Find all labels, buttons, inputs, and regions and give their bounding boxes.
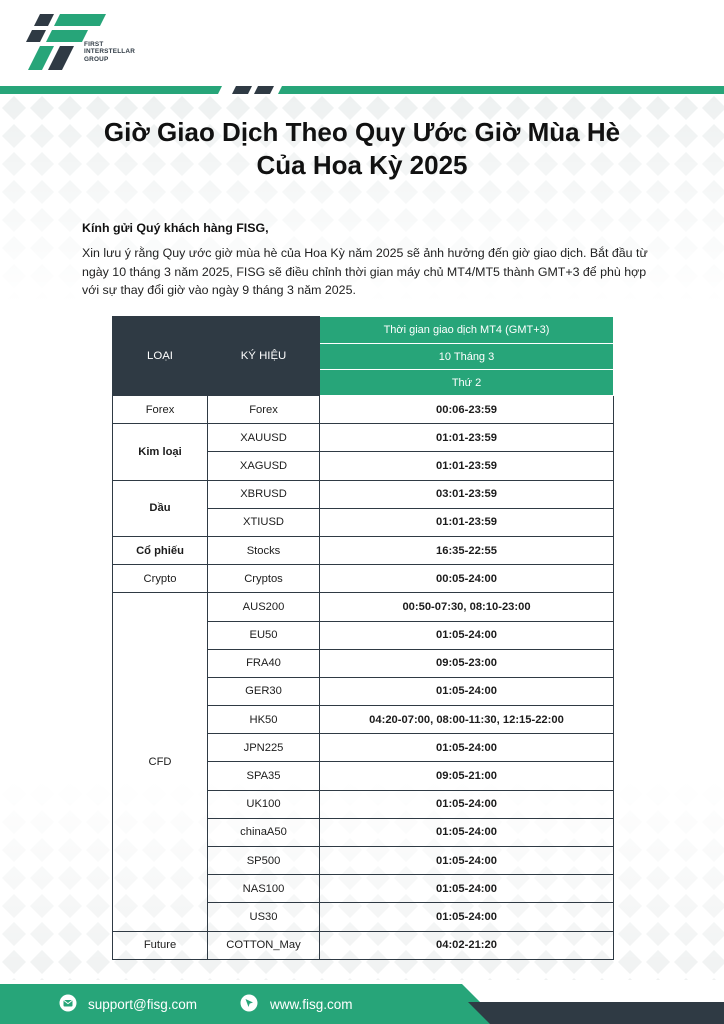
- logo-line-1: FIRST: [84, 41, 104, 48]
- cell-trading-time: 00:06-23:59: [320, 396, 614, 424]
- cell-type: CFD: [113, 593, 208, 931]
- cell-trading-time: 04:20-07:00, 08:00-11:30, 12:15-22:00: [320, 706, 614, 734]
- cell-symbol: Cryptos: [208, 565, 320, 593]
- cell-trading-time: 09:05-23:00: [320, 649, 614, 677]
- cell-symbol: chinaA50: [208, 818, 320, 846]
- table-row: [113, 536, 614, 564]
- cell-trading-time: 03:01-23:59: [320, 480, 614, 508]
- intro-paragraph: Xin lưu ý rằng Quy ước giờ mùa hè của Hoa Kỳ năm 2025 sẽ ảnh hưởng đến giờ giao dịch. Bắt đầu từ ngày 10 tháng 3 năm 2025, FISG sẽ điều chỉnh thời gian máy chủ MT4/MT5 thành GMT+3 để phù hợp với sự thay đổi giờ vào ngày 9 tháng 3 năm 2025.: [82, 246, 648, 298]
- cell-trading-time: 01:05-24:00: [320, 847, 614, 875]
- title-line-1: Giờ Giao Dịch Theo Quy Ước Giờ Mùa Hè: [103, 117, 621, 147]
- footer-email[interactable]: support@fisg.com: [88, 997, 197, 1012]
- table-row: [113, 931, 614, 959]
- cell-type: Forex: [113, 396, 208, 424]
- cell-symbol: COTTON_May: [208, 931, 320, 959]
- cell-symbol: HK50: [208, 706, 320, 734]
- cell-trading-time: 01:05-24:00: [320, 818, 614, 846]
- cursor-icon: [240, 994, 258, 1012]
- cell-trading-time: 00:05-24:00: [320, 565, 614, 593]
- page-title: [40, 116, 684, 182]
- cell-type: Crypto: [113, 565, 208, 593]
- cell-type: Dầu: [113, 480, 208, 536]
- cell-symbol: SP500: [208, 847, 320, 875]
- cell-symbol: US30: [208, 903, 320, 931]
- cell-symbol: Stocks: [208, 536, 320, 564]
- header-date: 10 Tháng 3: [320, 344, 614, 370]
- cell-trading-time: 01:05-24:00: [320, 903, 614, 931]
- footer-website[interactable]: www.fisg.com: [270, 997, 353, 1012]
- cell-trading-time: 01:05-24:00: [320, 734, 614, 762]
- cell-symbol: Forex: [208, 396, 320, 424]
- cell-symbol: JPN225: [208, 734, 320, 762]
- cell-trading-time: 01:01-23:59: [320, 508, 614, 536]
- cell-symbol: SPA35: [208, 762, 320, 790]
- table-row: [113, 480, 614, 508]
- header-type: LOẠI: [113, 317, 208, 396]
- cell-trading-time: 00:50-07:30, 08:10-23:00: [320, 593, 614, 621]
- logo-line-2: INTERSTELLAR: [84, 48, 136, 56]
- cell-type: Cổ phiếu: [113, 536, 208, 564]
- cell-symbol: AUS200: [208, 593, 320, 621]
- cell-trading-time: 09:05-21:00: [320, 762, 614, 790]
- cell-type: Kim loại: [113, 424, 208, 480]
- cell-trading-time: 04:02-21:20: [320, 931, 614, 959]
- cell-trading-time: 01:05-24:00: [320, 677, 614, 705]
- header-symbol: KÝ HIỆU: [208, 317, 320, 396]
- header-trading-time: Thời gian giao dịch MT4 (GMT+3): [320, 317, 614, 344]
- trading-hours-table: [112, 316, 614, 960]
- cell-symbol: UK100: [208, 790, 320, 818]
- title-line-2: Của Hoa Kỳ 2025: [256, 150, 468, 180]
- table-row: [113, 424, 614, 452]
- logo-text: [84, 41, 135, 63]
- cell-symbol: XTIUSD: [208, 508, 320, 536]
- header-weekday: Thứ 2: [320, 370, 614, 396]
- table-row: [113, 593, 614, 621]
- cell-trading-time: 16:35-22:55: [320, 536, 614, 564]
- mail-icon: [59, 994, 77, 1012]
- cell-symbol: GER30: [208, 677, 320, 705]
- table-row: [113, 396, 614, 424]
- cell-trading-time: 01:01-23:59: [320, 424, 614, 452]
- logo-line-3: GROUP: [84, 55, 109, 63]
- cell-symbol: EU50: [208, 621, 320, 649]
- greeting: Kính gửi Quý khách hàng FISG,: [82, 221, 269, 235]
- cell-trading-time: 01:05-24:00: [320, 790, 614, 818]
- cell-trading-time: 01:01-23:59: [320, 452, 614, 480]
- table-row: [113, 565, 614, 593]
- cell-symbol: FRA40: [208, 649, 320, 677]
- cell-trading-time: 01:05-24:00: [320, 875, 614, 903]
- cell-symbol: XBRUSD: [208, 480, 320, 508]
- cell-trading-time: 01:05-24:00: [320, 621, 614, 649]
- cell-symbol: NAS100: [208, 875, 320, 903]
- cell-symbol: XAUUSD: [208, 424, 320, 452]
- header-stripes: [0, 86, 724, 94]
- cell-symbol: XAGUSD: [208, 452, 320, 480]
- cell-type: Future: [113, 931, 208, 959]
